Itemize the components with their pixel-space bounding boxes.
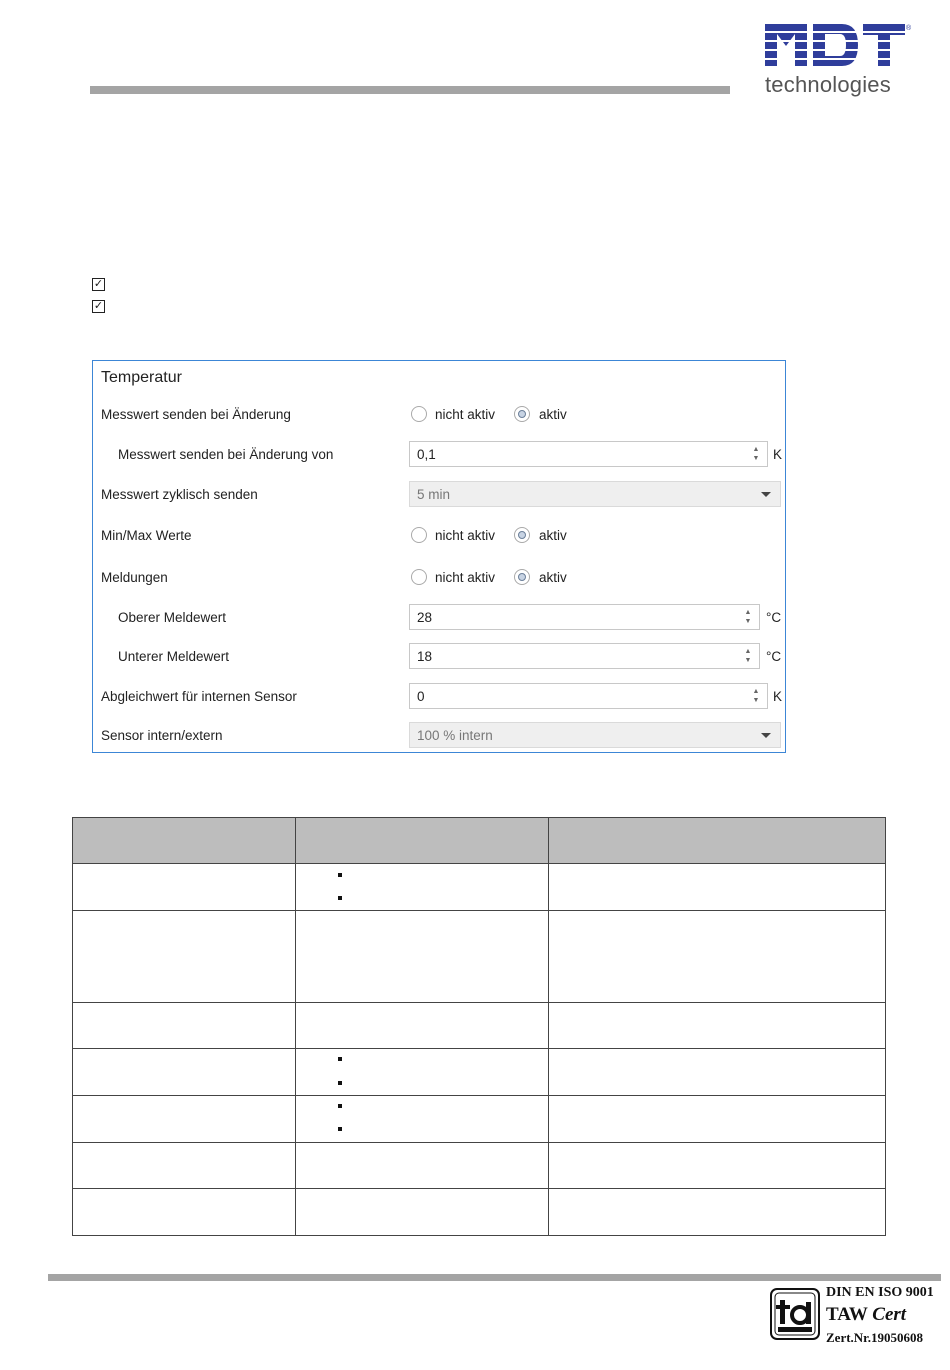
svg-text:®: ® xyxy=(906,25,912,32)
radio-aktiv[interactable] xyxy=(514,406,530,422)
row-label: Sensor intern/extern xyxy=(101,728,223,743)
table-row-divider xyxy=(73,1002,885,1003)
lower-alarm-input[interactable] xyxy=(409,643,760,669)
input-value: 0,1 xyxy=(417,447,436,462)
dropdown-value: 100 % intern xyxy=(417,728,493,743)
input-value: 28 xyxy=(417,610,433,625)
taw-cert-logo xyxy=(770,1288,820,1340)
row-label: Min/Max Werte xyxy=(101,528,192,543)
radio-nicht-aktiv[interactable] xyxy=(411,569,427,585)
radio-nicht-aktiv[interactable] xyxy=(411,406,427,422)
row-label: Messwert zyklisch senden xyxy=(101,487,258,502)
unit-label: K xyxy=(773,689,783,704)
radio-aktiv[interactable] xyxy=(514,527,530,543)
bullet-icon xyxy=(338,1081,342,1085)
bullet-icon xyxy=(338,1057,342,1061)
table-row-divider xyxy=(73,1095,885,1096)
radio-label: nicht aktiv xyxy=(435,570,496,585)
table-divider xyxy=(548,818,549,1235)
radio-label: nicht aktiv xyxy=(435,528,496,543)
logo-subtext: technologies xyxy=(765,72,891,97)
upper-alarm-input[interactable] xyxy=(409,604,760,630)
unit-label: °C xyxy=(766,610,782,625)
temperature-parameter-panel xyxy=(92,360,786,753)
bullet-icon xyxy=(338,1127,342,1131)
row-label: Messwert senden bei Änderung von xyxy=(118,447,334,462)
bullet-icon xyxy=(338,896,342,900)
row-label: Abgleichwert für internen Sensor xyxy=(101,689,297,704)
row-label: Messwert senden bei Änderung xyxy=(101,407,291,422)
spinner-arrows-icon[interactable]: ▲ ▼ xyxy=(744,648,752,664)
radio-label: nicht aktiv xyxy=(435,407,496,422)
sensor-source-dropdown[interactable] xyxy=(409,722,781,748)
spinner-arrows-icon[interactable]: ▲ ▼ xyxy=(752,688,760,704)
table-row-divider xyxy=(73,910,885,911)
table-row-divider xyxy=(73,1142,885,1143)
chevron-down-icon xyxy=(761,492,771,497)
checkbox-icon: ✓ xyxy=(93,278,104,290)
unit-label: °C xyxy=(766,649,782,664)
checkbox-icon: ✓ xyxy=(93,300,104,312)
radio-nicht-aktiv[interactable] xyxy=(411,527,427,543)
header-rule xyxy=(90,86,730,94)
table-header xyxy=(73,818,885,864)
table-row-divider xyxy=(73,1048,885,1049)
row-label: Unterer Meldewert xyxy=(118,649,230,664)
row-label: Meldungen xyxy=(101,570,168,585)
cert-cert: Cert xyxy=(872,1304,907,1325)
cyclic-send-dropdown[interactable] xyxy=(409,481,781,507)
spinner-arrows-icon[interactable]: ▲ ▼ xyxy=(752,446,760,462)
spinner-arrows-icon[interactable]: ▲ ▼ xyxy=(744,609,752,625)
radio-label: aktiv xyxy=(539,407,567,422)
cert-taw: TAW xyxy=(826,1304,868,1325)
bullet-icon xyxy=(338,873,342,877)
footer-rule xyxy=(48,1274,941,1281)
bullet-icon xyxy=(338,1104,342,1108)
input-value: 0 xyxy=(417,689,425,704)
dropdown-value: 5 min xyxy=(417,487,451,502)
unit-label: K xyxy=(773,447,783,462)
input-value: 18 xyxy=(417,649,433,664)
panel-title: Temperatur xyxy=(101,369,182,386)
parameter-table xyxy=(72,817,886,1236)
radio-aktiv[interactable] xyxy=(514,569,530,585)
radio-label: aktiv xyxy=(539,528,567,543)
table-row-divider xyxy=(73,1188,885,1189)
row-label: Oberer Meldewert xyxy=(118,610,227,625)
chevron-down-icon xyxy=(761,733,771,738)
cert-line-2 xyxy=(826,1304,906,1326)
radio-label: aktiv xyxy=(539,570,567,585)
sensor-offset-input[interactable] xyxy=(409,683,768,709)
cert-line-1: DIN EN ISO 9001 xyxy=(826,1285,934,1300)
cert-line-3: Zert.Nr.19050608 xyxy=(826,1330,924,1345)
table-divider xyxy=(295,818,296,1235)
change-threshold-input[interactable] xyxy=(409,441,768,467)
